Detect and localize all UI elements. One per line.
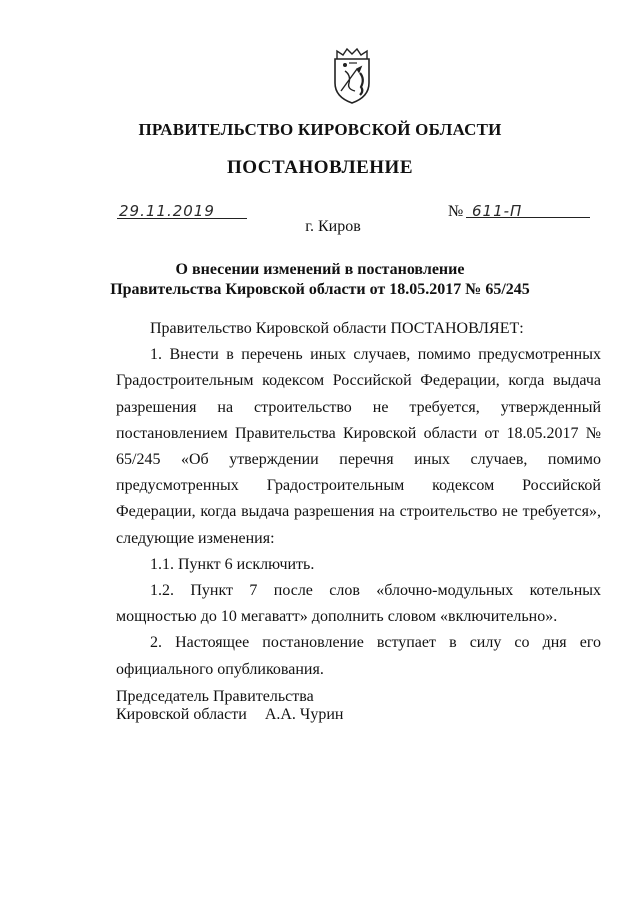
body-item-1-2: 1.2. Пункт 7 после слов «блочно-модульных котельных мощностью до 10 мегаватт» дополнить словом «включительно».	[116, 582, 601, 626]
document-body	[116, 316, 601, 683]
document-subject	[0, 260, 640, 300]
signatory-position-line-1: Председатель Правительства	[116, 688, 314, 705]
document-type-title: ПОСТАНОВЛЕНИЕ	[226, 157, 414, 178]
government-title: ПРАВИТЕЛЬСТВО КИРОВСКОЙ ОБЛАСТИ	[138, 120, 502, 139]
kirov-oblast-coat-of-arms-icon	[327, 45, 377, 105]
document-date: 29.11.2019	[119, 202, 215, 220]
number-sign: №	[448, 203, 464, 220]
body-item-1-1: 1.1. Пункт 6 исключить.	[150, 555, 315, 573]
subject-line-1: О внесении изменений в постановление	[175, 261, 465, 278]
subject-line-2: Правительства Кировской области от 18.05.2017 № 65/245	[110, 281, 530, 298]
signatory-name: А.А. Чурин	[264, 706, 344, 723]
body-item-1: 1. Внести в перечень иных случаев, помимо предусмотренных Градостроительным кодексом Российской Федерации, когда выдача разрешения на строительство не требуется, утвержденный постановлением Правительства Кировской области от 18.05.2017 № 65/245 «Об утверждении перечня иных случаев, помимо предусмотренных Градостроительным кодексом Российской Федерации, когда выдача разрешения на строительство не требуется», следующие изменения:	[116, 346, 601, 547]
body-intro: Правительство Кировской области ПОСТАНОВЛЯЕТ:	[150, 320, 524, 337]
document-number-field	[448, 201, 590, 218]
body-item-2: 2. Настоящее постановление вступает в силу со дня его официального опубликования.	[116, 634, 601, 678]
document-city: г. Киров	[305, 218, 361, 235]
document-date-field	[117, 201, 247, 219]
signatory-position-line-2: Кировской области	[116, 706, 247, 723]
document-number: 611-П	[472, 202, 523, 220]
signature-block	[116, 688, 343, 724]
